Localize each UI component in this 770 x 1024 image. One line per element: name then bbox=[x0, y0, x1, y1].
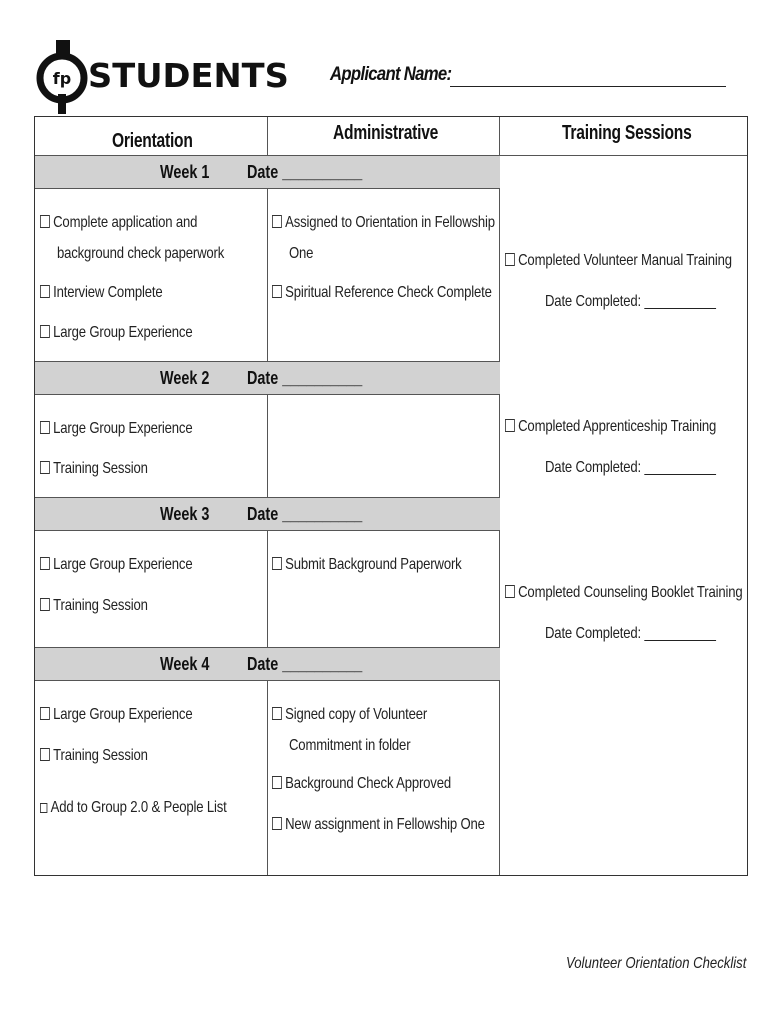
week-1-label: Week 1 bbox=[160, 162, 210, 182]
week-3-label: Week 3 bbox=[160, 504, 210, 524]
training-item[interactable]: Completed Volunteer Manual Training bbox=[505, 252, 732, 270]
document-footer: Volunteer Orientation Checklist bbox=[566, 955, 747, 972]
checklist-item-continued: Commitment in folder bbox=[289, 737, 411, 754]
checkbox-icon[interactable] bbox=[505, 253, 515, 266]
checkbox-icon[interactable] bbox=[40, 598, 50, 611]
checkbox-icon[interactable] bbox=[40, 707, 50, 720]
checklist-item[interactable]: Interview Complete bbox=[40, 284, 162, 302]
checklist-item[interactable]: Training Session bbox=[40, 597, 148, 615]
checklist-item[interactable]: Large Group Experience bbox=[40, 324, 192, 342]
checklist-item-continued: background check paperwork bbox=[57, 245, 225, 262]
fp-students-logo bbox=[36, 34, 289, 118]
checkbox-icon[interactable] bbox=[40, 285, 50, 298]
column-divider bbox=[499, 117, 500, 875]
checklist-item[interactable]: Training Session bbox=[40, 747, 148, 765]
checkbox-icon[interactable] bbox=[272, 776, 282, 789]
checkbox-icon[interactable] bbox=[272, 215, 282, 228]
training-date-completed[interactable]: Date Completed: __________ bbox=[545, 459, 716, 476]
checklist-item[interactable]: Spiritual Reference Check Complete bbox=[272, 284, 492, 302]
checkbox-icon[interactable] bbox=[272, 707, 282, 720]
checkbox-icon[interactable] bbox=[40, 557, 50, 570]
applicant-name-label: Applicant Name: bbox=[330, 64, 452, 85]
week-2-label: Week 2 bbox=[160, 368, 210, 388]
header-administrative: Administrative bbox=[333, 122, 439, 144]
week-1-date[interactable]: Date __________ bbox=[247, 162, 363, 182]
checklist-item-continued: One bbox=[289, 245, 314, 262]
checkbox-icon[interactable] bbox=[505, 585, 515, 598]
training-item[interactable]: Completed Counseling Booklet Training bbox=[505, 584, 743, 602]
column-divider bbox=[267, 117, 268, 875]
checkbox-icon[interactable] bbox=[272, 285, 282, 298]
week-3-date[interactable]: Date __________ bbox=[247, 504, 363, 524]
checkbox-icon[interactable] bbox=[40, 803, 47, 813]
checklist-item[interactable]: Large Group Experience bbox=[40, 420, 192, 438]
logo-mark-text: fp bbox=[52, 69, 72, 88]
checkbox-icon[interactable] bbox=[40, 421, 50, 434]
training-date-completed[interactable]: Date Completed: __________ bbox=[545, 293, 716, 310]
checklist-item[interactable]: Submit Background Paperwork bbox=[272, 556, 462, 574]
checkbox-icon[interactable] bbox=[272, 817, 282, 830]
checklist-item[interactable]: Background Check Approved bbox=[272, 775, 451, 793]
checklist-item[interactable]: Signed copy of Volunteer bbox=[272, 706, 427, 724]
header-training-sessions: Training Sessions bbox=[562, 122, 692, 144]
checklist-item[interactable]: Large Group Experience bbox=[40, 706, 192, 724]
checkbox-icon[interactable] bbox=[40, 325, 50, 338]
checkbox-icon[interactable] bbox=[40, 215, 50, 228]
checkbox-icon[interactable] bbox=[40, 461, 50, 474]
training-item[interactable]: Completed Apprenticeship Training bbox=[505, 418, 716, 436]
checklist-item[interactable]: Large Group Experience bbox=[40, 556, 192, 574]
applicant-name-field[interactable] bbox=[450, 86, 726, 87]
checkbox-icon[interactable] bbox=[40, 748, 50, 761]
checkbox-icon[interactable] bbox=[272, 557, 282, 570]
week-2-date[interactable]: Date __________ bbox=[247, 368, 363, 388]
fp-logo-mark bbox=[36, 34, 96, 118]
checklist-item[interactable]: Assigned to Orientation in Fellowship bbox=[272, 214, 495, 232]
checklist-item[interactable]: New assignment in Fellowship One bbox=[272, 816, 485, 834]
training-date-completed[interactable]: Date Completed: __________ bbox=[545, 625, 716, 642]
week-4-label: Week 4 bbox=[160, 654, 210, 674]
header-orientation: Orientation bbox=[112, 130, 193, 152]
checklist-item[interactable]: Add to Group 2.0 & People List bbox=[40, 799, 227, 817]
week-4-date[interactable]: Date __________ bbox=[247, 654, 363, 674]
checkbox-icon[interactable] bbox=[505, 419, 515, 432]
logo-wordmark: STUDENTS bbox=[88, 56, 289, 95]
checklist-item[interactable]: Training Session bbox=[40, 460, 148, 478]
checklist-item[interactable]: Complete application and bbox=[40, 214, 197, 232]
